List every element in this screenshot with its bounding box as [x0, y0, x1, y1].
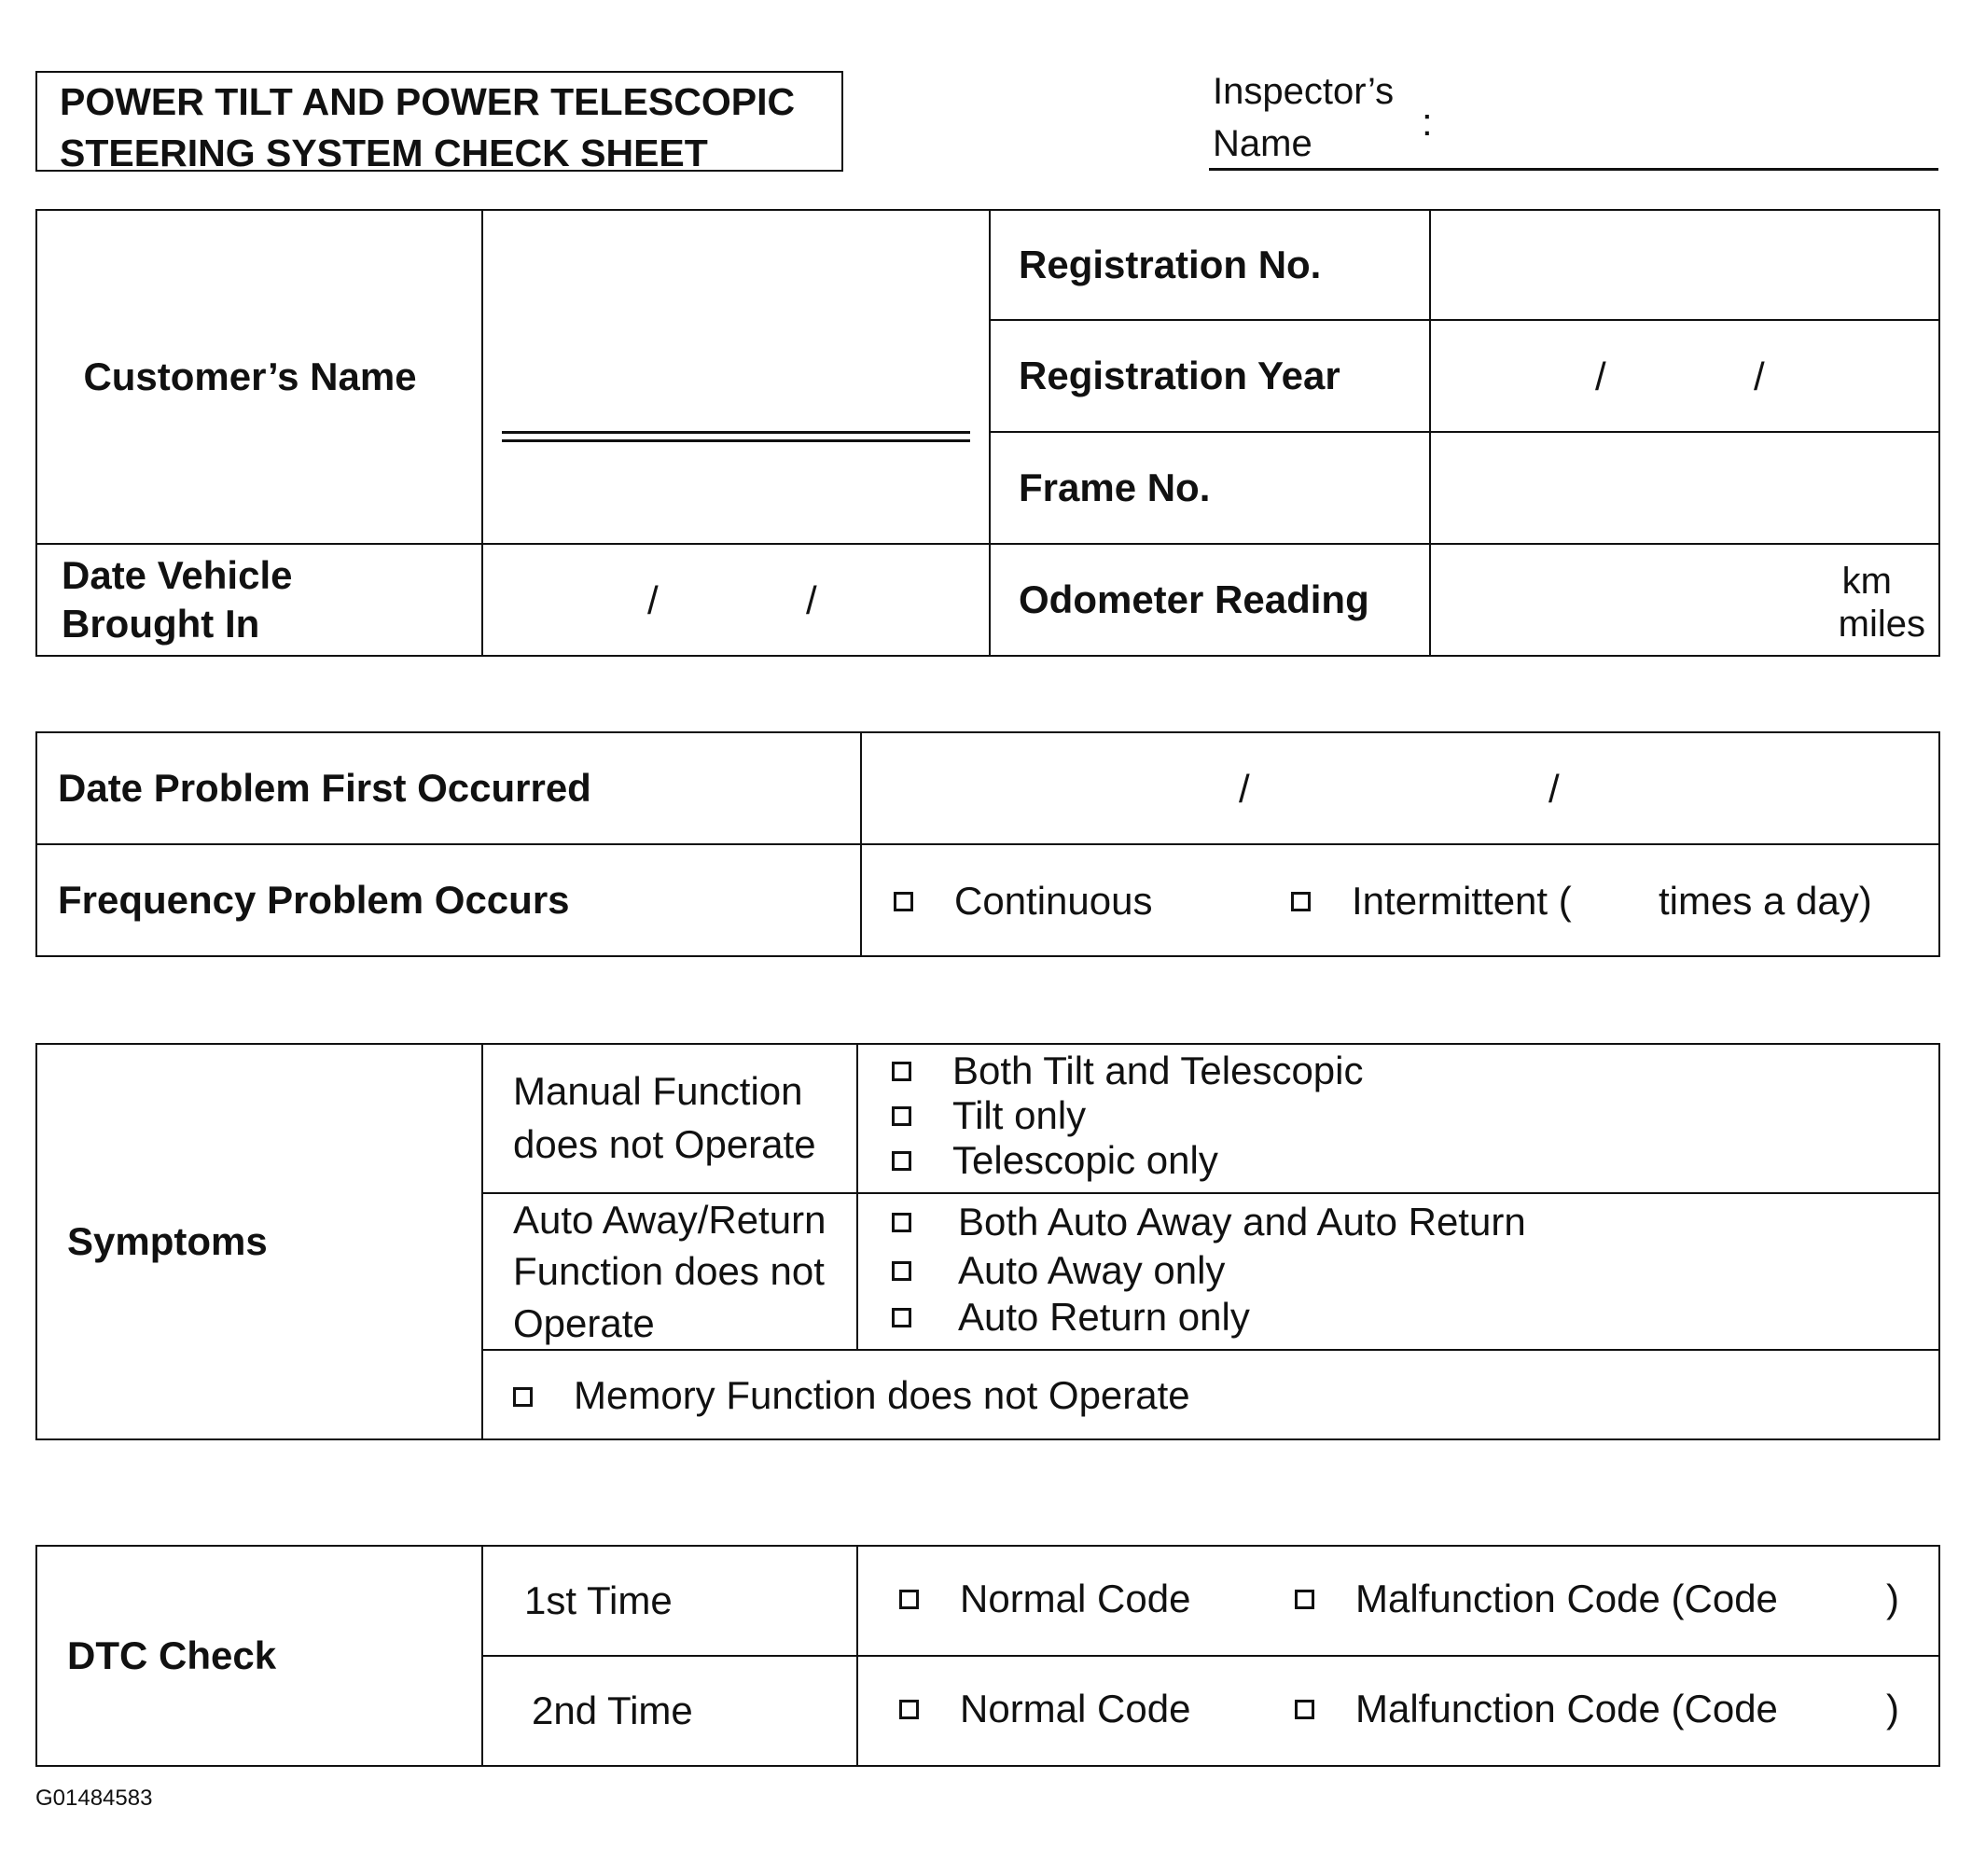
figure-id: G01484583: [35, 1786, 153, 1811]
first-normal-code-option[interactable]: [899, 1577, 1190, 1621]
date-brought-in-label: [36, 544, 482, 656]
auto-option-return[interactable]: [892, 1295, 1250, 1340]
checkbox[interactable]: [892, 1151, 911, 1171]
frequency-label: Frequency Problem Occurs: [36, 844, 861, 956]
unit-km: km: [1841, 561, 1892, 602]
symptoms-label: Symptoms: [36, 1044, 482, 1439]
option-label: Both Auto Away and Auto Return: [958, 1200, 1526, 1244]
first-malfunction-code-option[interactable]: [1295, 1577, 1778, 1621]
checkbox[interactable]: [899, 1700, 919, 1719]
times-a-day-label: times a day): [1659, 879, 1872, 923]
reg-year-slash-1: /: [1595, 354, 1606, 398]
inspector-colon: :: [1422, 100, 1433, 144]
continuous-checkbox[interactable]: [894, 892, 913, 911]
first-occurred-slash-1: /: [1239, 767, 1250, 811]
registration-year-label: Registration Year: [990, 320, 1430, 432]
memory-function-row: [482, 1350, 1939, 1439]
date-brought-in-field[interactable]: [482, 544, 990, 656]
checkbox[interactable]: [1295, 1590, 1314, 1609]
brought-in-slash-1: /: [647, 578, 659, 622]
inspector-label-line-2: Name: [1213, 123, 1312, 164]
title-line-1: POWER TILT AND POWER TELESCOPIC: [60, 80, 796, 123]
option-label: Malfunction Code (Code: [1355, 1687, 1778, 1730]
symptoms-table: [35, 1043, 1940, 1440]
memory-function-checkbox[interactable]: [513, 1387, 533, 1407]
second-normal-code-option[interactable]: [899, 1687, 1190, 1731]
inspector-label-line-1: Inspector’s: [1213, 71, 1395, 112]
manual-label-line-2: does not Operate: [513, 1122, 816, 1166]
registration-no-field[interactable]: [1430, 210, 1939, 320]
unit-miles: miles: [1838, 604, 1925, 645]
checkbox[interactable]: [1295, 1700, 1314, 1719]
first-close-paren: ): [1886, 1577, 1899, 1620]
first-time-options: [857, 1546, 1939, 1656]
auto-option-both[interactable]: [892, 1200, 1526, 1244]
manual-option-both[interactable]: [892, 1049, 1364, 1093]
second-time-options: [857, 1656, 1939, 1766]
odometer-units: [1842, 560, 1892, 603]
date-brought-in-label-line-1: Date Vehicle: [62, 552, 293, 597]
manual-label-line-1: Manual Function: [513, 1069, 803, 1114]
odometer-field[interactable]: [1430, 544, 1939, 656]
checkbox[interactable]: [892, 1213, 911, 1232]
customer-name-field[interactable]: [482, 210, 990, 544]
frequency-field: [861, 844, 1939, 956]
auto-function-label: [482, 1193, 857, 1350]
vehicle-info-table: [35, 209, 1940, 657]
dtc-check-label: DTC Check: [36, 1546, 482, 1766]
memory-function-option[interactable]: [513, 1373, 1190, 1418]
option-label: Telescopic only: [952, 1138, 1218, 1182]
brought-in-slash-2: /: [806, 578, 817, 622]
reg-year-slash-2: /: [1754, 354, 1765, 398]
auto-label-line-2: Function does not: [513, 1249, 825, 1294]
first-time-label: 1st Time: [482, 1546, 857, 1656]
checkbox[interactable]: [892, 1308, 911, 1327]
manual-options: [857, 1044, 1939, 1193]
auto-options: [857, 1193, 1939, 1350]
title-box: [35, 71, 843, 175]
name-underline-1: [502, 431, 970, 434]
manual-function-label: [482, 1044, 857, 1193]
second-close-paren: ): [1886, 1687, 1899, 1730]
option-label: Auto Away only: [958, 1248, 1226, 1292]
registration-year-field[interactable]: [1430, 320, 1939, 432]
option-label: Auto Return only: [958, 1295, 1250, 1339]
first-occurred-field[interactable]: [861, 732, 1939, 844]
auto-option-away[interactable]: [892, 1248, 1225, 1293]
inspector-label: [1213, 65, 1394, 170]
frame-no-label: Frame No.: [990, 432, 1430, 544]
continuous-label: Continuous: [954, 879, 1153, 923]
checkbox[interactable]: [892, 1261, 911, 1281]
manual-option-telescopic[interactable]: [892, 1138, 1218, 1183]
problem-table: [35, 731, 1940, 957]
manual-option-tilt[interactable]: [892, 1093, 1086, 1138]
first-occurred-label: Date Problem First Occurred: [36, 732, 861, 844]
first-occurred-slash-2: /: [1548, 767, 1560, 811]
option-label: Malfunction Code (Code: [1355, 1577, 1778, 1620]
auto-label-line-3: Operate: [513, 1300, 655, 1345]
odometer-label: Odometer Reading: [990, 544, 1430, 656]
name-underline-2: [502, 439, 970, 442]
customer-name-label: Customer’s Name: [36, 210, 482, 544]
title-line-2: STEERING SYSTEM CHECK SHEET: [60, 132, 708, 175]
intermittent-checkbox[interactable]: [1291, 892, 1311, 911]
option-label: Tilt only: [952, 1093, 1087, 1137]
date-brought-in-label-line-2: Brought In: [62, 602, 260, 646]
auto-label-line-1: Auto Away/Return: [513, 1198, 826, 1242]
second-malfunction-code-option[interactable]: [1295, 1687, 1778, 1731]
checkbox[interactable]: [899, 1590, 919, 1609]
inspector-name-field[interactable]: [1209, 168, 1938, 171]
option-label: Normal Code: [960, 1687, 1191, 1730]
registration-no-label: Registration No.: [990, 210, 1430, 320]
memory-function-label: Memory Function does not Operate: [574, 1373, 1190, 1418]
checkbox[interactable]: [892, 1062, 911, 1081]
checkbox[interactable]: [892, 1106, 911, 1126]
intermittent-label: Intermittent (: [1352, 879, 1572, 923]
option-label: Normal Code: [960, 1577, 1191, 1620]
intermittent-option[interactable]: [1291, 879, 1572, 924]
frame-no-field[interactable]: [1430, 432, 1939, 544]
second-time-label: 2nd Time: [482, 1656, 857, 1766]
dtc-table: [35, 1545, 1940, 1767]
option-label: Both Tilt and Telescopic: [952, 1049, 1364, 1092]
continuous-option[interactable]: [894, 879, 1152, 924]
